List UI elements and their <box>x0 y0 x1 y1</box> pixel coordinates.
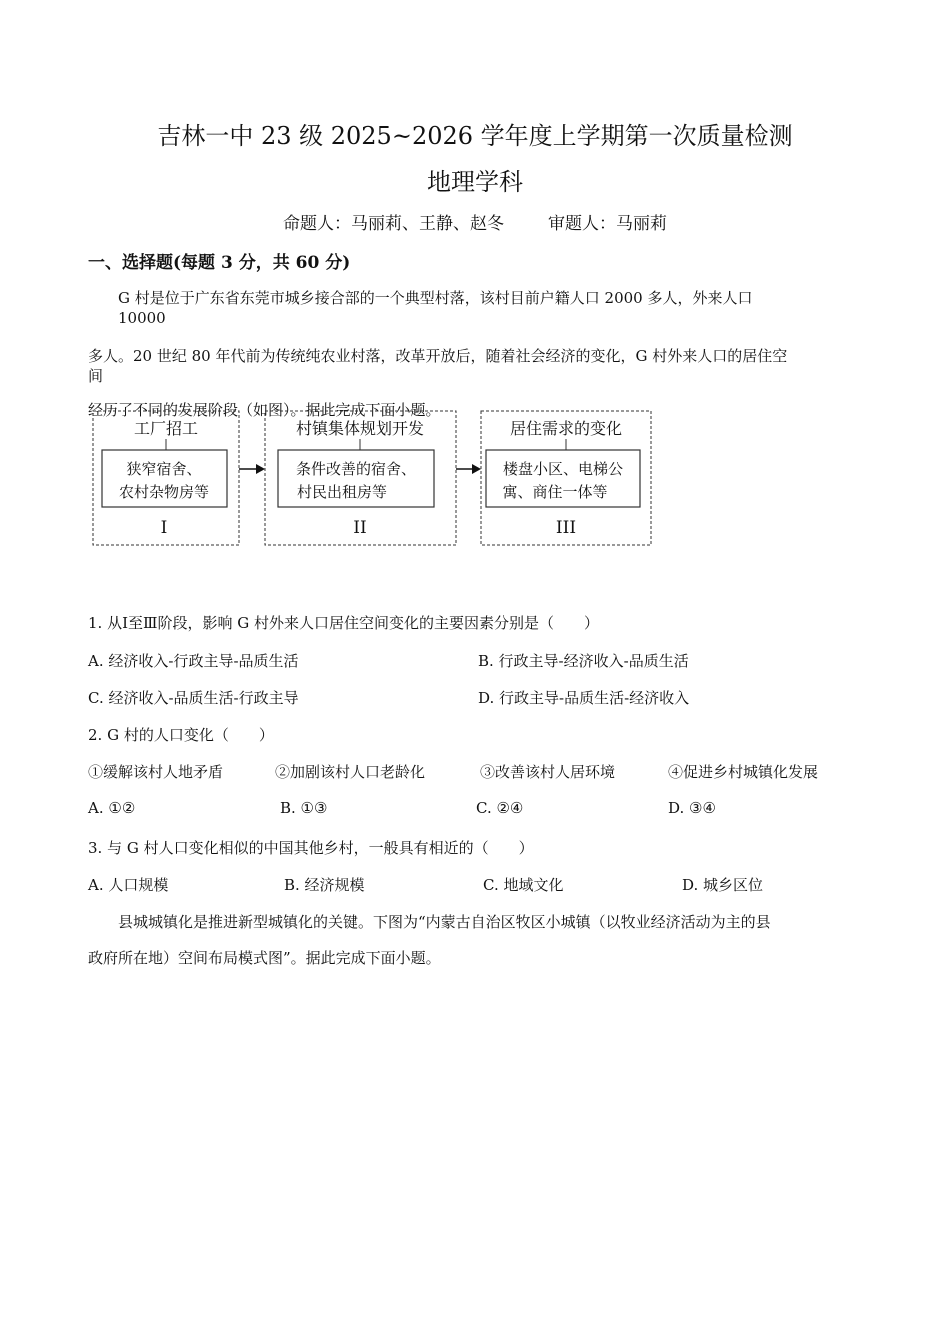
setters: 命题人：马丽莉、王静、赵冬 <box>283 214 504 234</box>
intro2-line2: 政府所在地）空间布局模式图”。据此完成下面小题。 <box>88 949 441 967</box>
stage-2 <box>265 411 456 545</box>
stage-1-content-1: 狭窄宿舍、 <box>126 460 202 478</box>
stage-3-header: 居住需求的变化 <box>509 419 623 438</box>
stage-3 <box>481 411 651 545</box>
q1-option-c: C. 经济收入-品质生活-行政主导 <box>88 689 299 707</box>
intro1-line3: 多人。20 世纪 80 年代前为传统纯农业村落，改革开放后，随着社会经济的变化，G 村外来人口的居住空 <box>88 347 788 365</box>
intro1-line4: 间 <box>88 367 104 385</box>
q1-stem: 1. 从Ⅰ至Ⅲ阶段，影响 G 村外来人口居住空间变化的主要因素分别是（ ） <box>88 614 599 632</box>
stage-2-content-2: 村民出租房等 <box>296 483 388 501</box>
q3-option-d: D. 城乡区位 <box>682 876 764 894</box>
q2-item-2: ②加剧该村人口老龄化 <box>275 763 426 781</box>
intro1-line1: G 村是位于广东省东莞市城乡接合部的一个典型村落，该村目前户籍人口 2000 多人，外来人口 <box>118 289 753 307</box>
subject-title: 地理学科 <box>427 168 523 196</box>
q1-option-d: D. 行政主导-品质生活-经济收入 <box>478 689 690 707</box>
intro1-line5: 经历了不同的发展阶段（如图）。据此完成下面小题。 <box>88 401 441 419</box>
stage-2-header: 村镇集体规划开发 <box>295 419 425 438</box>
stage-2-content-1: 条件改善的宿舍、 <box>295 460 417 478</box>
q2-item-3: ③改善该村人居环境 <box>480 763 616 781</box>
q1-option-a: A. 经济收入-行政主导-品质生活 <box>88 652 299 670</box>
residence-stage-diagram <box>90 408 655 550</box>
stage-1-header: 工厂招工 <box>133 419 199 438</box>
q3-option-c: C. 地域文化 <box>483 876 564 894</box>
author-line <box>0 209 950 234</box>
exam-title: 吉林一中 23 级 2025~2026 学年度上学期第一次质量检测 <box>157 122 793 150</box>
q2-item-4: ④促进乡村城镇化发展 <box>668 763 819 781</box>
q2-option-b: B. ①③ <box>280 799 328 817</box>
stage-1-content-2: 农村杂物房等 <box>118 483 210 501</box>
stage-3-content-2: 寓、商住一体等 <box>502 483 608 501</box>
reviewer: 审题人：马丽莉 <box>548 214 667 234</box>
stage-3-roman: III <box>555 518 577 538</box>
q3-option-a: A. 人口规模 <box>88 876 169 894</box>
intro1-line2: 10000 <box>118 309 166 327</box>
q2-option-d: D. ③④ <box>668 799 716 817</box>
arrow-1 <box>239 464 265 474</box>
q2-option-c: C. ②④ <box>476 799 524 817</box>
intro2-line1: 县城城镇化是推进新型城镇化的关键。下图为“内蒙古自治区牧区小城镇（以牧业经济活动为主的县 <box>118 913 771 931</box>
stage-1 <box>93 411 239 545</box>
stage-1-roman: I <box>160 518 168 538</box>
section-heading: 一、选择题(每题 3 分，共 60 分) <box>88 253 351 273</box>
q3-stem: 3. 与 G 村人口变化相似的中国其他乡村，一般具有相近的（ ） <box>88 839 534 857</box>
q2-option-a: A. ①② <box>88 799 136 817</box>
q1-option-b: B. 行政主导-经济收入-品质生活 <box>478 652 689 670</box>
stage-3-content-1: 楼盘小区、电梯公 <box>502 460 624 478</box>
q2-item-1: ①缓解该村人地矛盾 <box>88 763 224 781</box>
q3-option-b: B. 经济规模 <box>284 876 365 894</box>
q2-stem: 2. G 村的人口变化（ ） <box>88 726 274 744</box>
stage-2-roman: II <box>353 518 367 538</box>
arrow-2 <box>456 464 481 474</box>
